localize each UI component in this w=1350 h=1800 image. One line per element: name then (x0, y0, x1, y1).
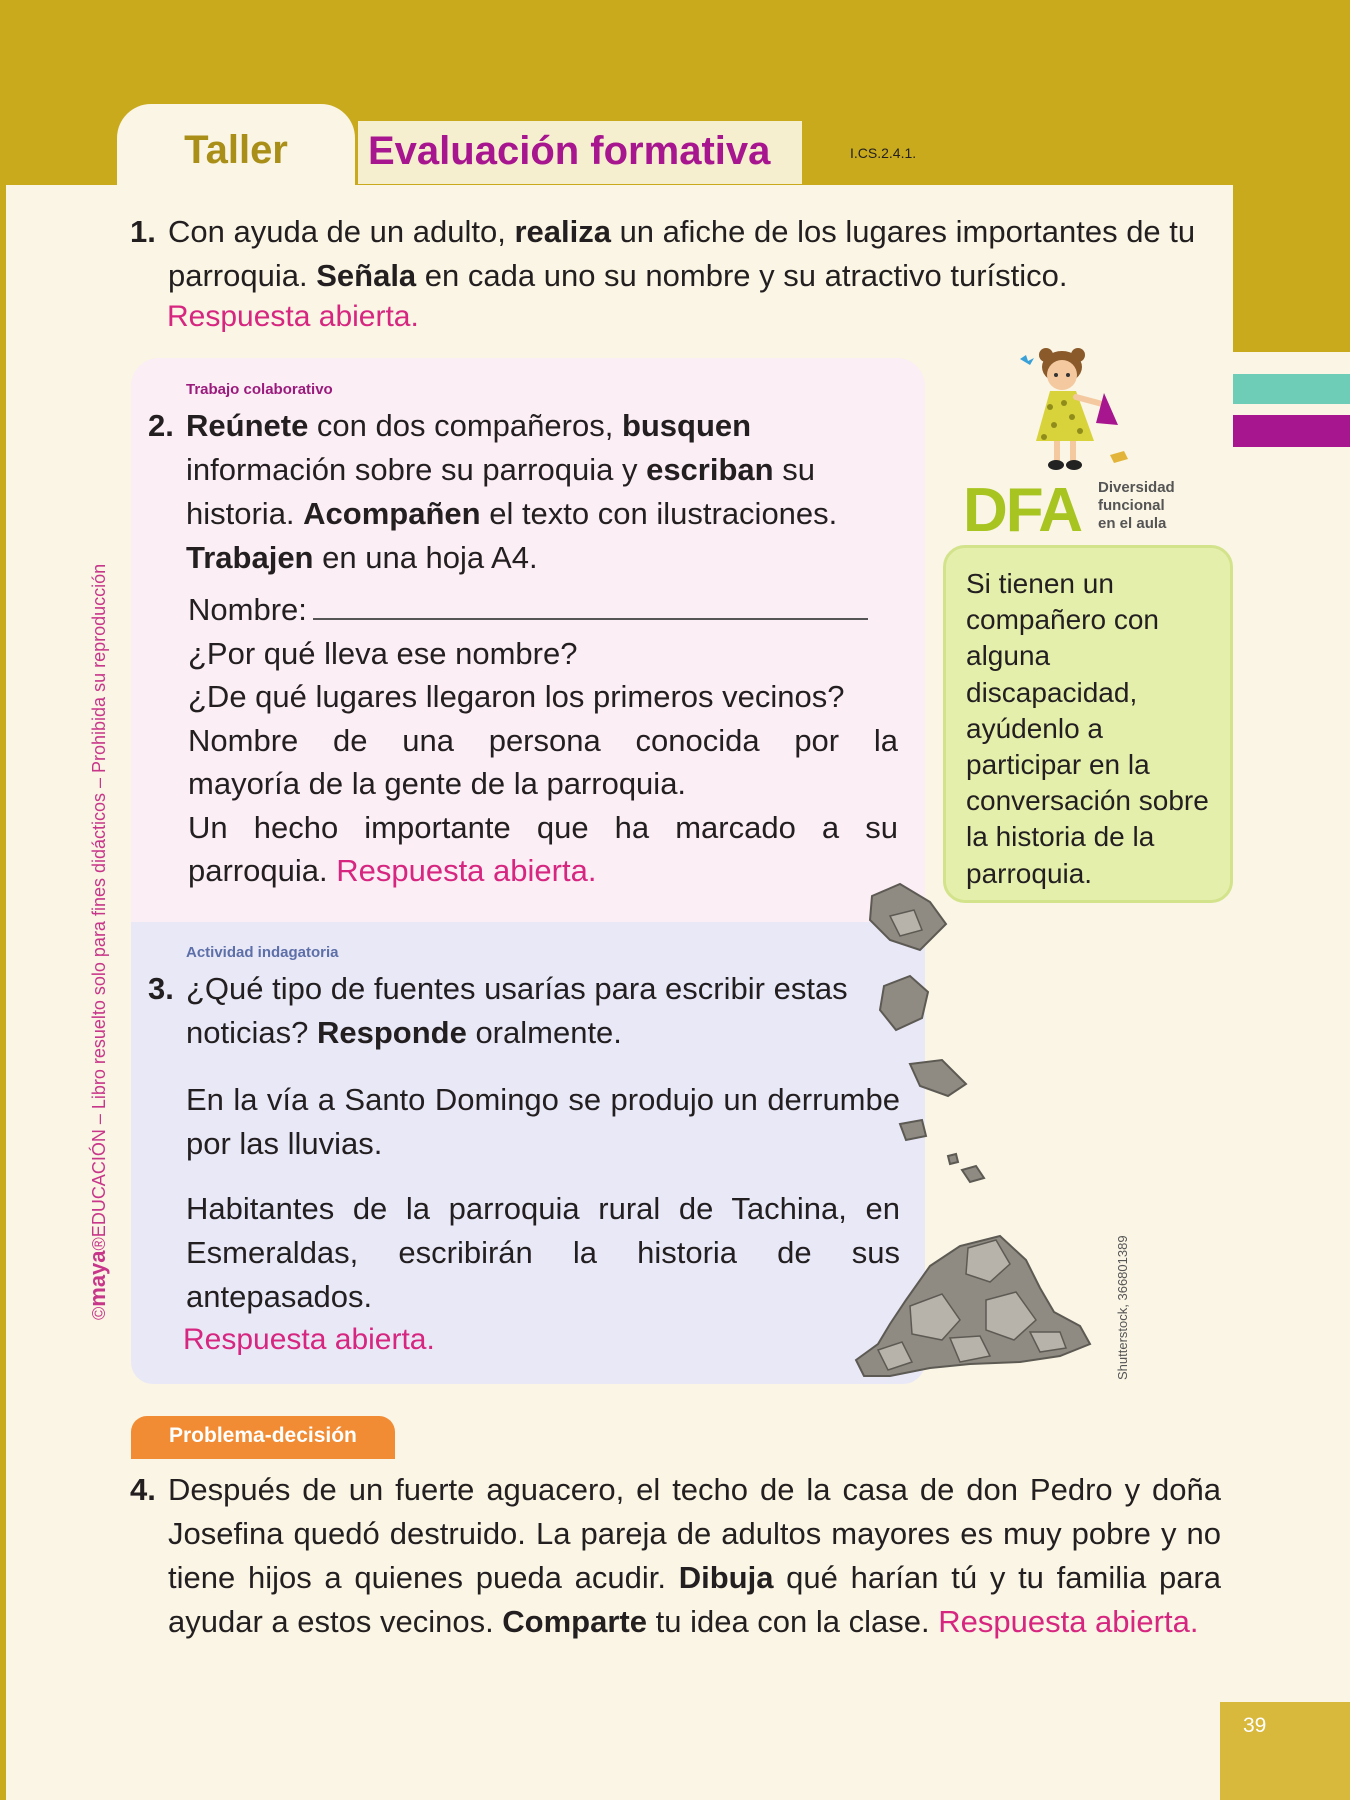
question-text: qué harían tú y tu familia para ayudar a estos vecinos. (168, 1560, 1221, 1639)
prompt-line: ¿Por qué lleva ese nombre? (188, 635, 578, 671)
question-text: Después de un fuerte aguacero, el techo de la casa de don Pedro y doña Josefina quedó destruido. La pareja de adultos mayores es muy pobre y no tiene hijos a quienes pueda acudir. (168, 1472, 1221, 1595)
question-text: información sobre su parroquia y (186, 452, 647, 487)
dfa-tip-text: Si tienen un compañero con alguna discapacidad, ayúdenlo a participar en la conversación sobre la historia de la parroquia. (966, 568, 1209, 889)
question-text: Con ayuda de un adulto, (168, 214, 515, 249)
falling-rocks-illustration (850, 880, 1100, 1400)
instruction-verb: Comparte (502, 1604, 647, 1639)
answer-label: Respuesta abierta. (336, 853, 597, 888)
curriculum-code: I.CS.2.4.1. (850, 145, 917, 161)
prompt-line: Un hecho importante que ha marcado a su (188, 809, 898, 845)
right-margin-band (1233, 0, 1350, 352)
prompt-line: Nombre de una persona conocida por la (188, 722, 898, 758)
teal-stripe (1233, 374, 1350, 404)
prompt-text: parroquia. (188, 853, 337, 888)
question-text: un afiche de los lugares importantes de tu parroquia. (168, 214, 1196, 293)
prompt-line (188, 849, 898, 893)
question-text: en una hoja A4. (313, 540, 538, 575)
problem-decision-tab (131, 1416, 395, 1458)
question-4 (130, 1468, 1221, 1644)
write-line (313, 592, 868, 620)
instruction-verb: Señala (316, 258, 417, 293)
instruction-verb: Dibuja (678, 1560, 774, 1595)
dfa-tip-box (943, 545, 1233, 903)
left-edge-band (0, 0, 6, 1800)
prompt-line: mayoría de la gente de la parroquia. (188, 766, 687, 801)
prompt-line: ¿De qué lugares llegaron los primeros vecinos? (188, 679, 845, 714)
problem-decision-label: Problema-decisión (169, 1424, 357, 1447)
question-text: en cada uno su nombre y su atractivo turístico. (416, 258, 1068, 293)
photo-credit: Shutterstock, 366801389 (1115, 1235, 1130, 1380)
question-text: su historia. (186, 452, 815, 531)
instruction-verb: Acompañen (303, 496, 481, 531)
instruction-verb: Trabajen (186, 540, 314, 575)
answer-label: Respuesta abierta. (938, 1604, 1199, 1639)
girl-illustration (1000, 345, 1150, 485)
copyright-text: ®EDUCACIÓN – Libro resuelto solo para fines didácticos – Prohibida su reproducción (89, 563, 109, 1251)
section-label: Actividad indagatoria (186, 944, 339, 961)
dfa-subtitle-line: funcional (1098, 497, 1165, 514)
copyright-symbol: © (89, 1306, 109, 1320)
question-number: 4. (130, 1472, 156, 1507)
copyright-notice (85, 480, 111, 1320)
instruction-verb: Responde (316, 1015, 467, 1050)
dfa-letters: DFA (963, 476, 1081, 545)
section-title-tab (358, 121, 802, 184)
answer-label: Respuesta abierta. (167, 300, 419, 333)
dfa-subtitle-line: en el aula (1098, 515, 1167, 532)
taller-tab (117, 104, 355, 186)
name-prompt: Nombre: (188, 592, 307, 627)
dfa-subtitle (1098, 479, 1208, 533)
question-text: ¿Qué tipo de fuentes usarías para escribir estas noticias? (186, 971, 848, 1050)
section-title: Evaluación formativa (368, 129, 771, 173)
brand-name: maya (85, 1250, 110, 1307)
instruction-verb: escriban (646, 452, 774, 487)
question-text: tu idea con la clase. (647, 1604, 939, 1639)
question-number: 2. (148, 408, 174, 443)
question-1 (130, 210, 1223, 298)
instruction-verb: realiza (514, 214, 611, 249)
section-label: Trabajo colaborativo (186, 381, 333, 398)
page-number: 39 (1243, 1714, 1267, 1737)
name-prompt-line (188, 588, 898, 632)
news-item: Habitantes de la parroquia rural de Tachina, en Esmeraldas, escribirán la historia de sus antepasados. (186, 1191, 900, 1314)
question-number: 1. (130, 214, 156, 249)
taller-label: Taller (184, 128, 288, 172)
question-text: con dos compañeros, (308, 408, 622, 443)
question-2 (148, 404, 906, 580)
answer-label: Respuesta abierta. (183, 1323, 435, 1356)
question-3 (148, 967, 906, 1055)
question-text: oralmente. (466, 1015, 622, 1050)
instruction-verb: Reúnete (186, 408, 309, 443)
instruction-verb: busquen (621, 408, 752, 443)
dfa-subtitle-line: Diversidad (1098, 479, 1175, 496)
question-number: 3. (148, 971, 174, 1006)
question-text: el texto con ilustraciones. (480, 496, 838, 531)
magenta-stripe (1233, 415, 1350, 447)
page-number-box (1220, 1702, 1350, 1800)
tab-underline (131, 1457, 395, 1459)
research-prompts (188, 588, 898, 893)
news-item: En la vía a Santo Domingo se produjo un derrumbe por las lluvias. (186, 1082, 900, 1161)
